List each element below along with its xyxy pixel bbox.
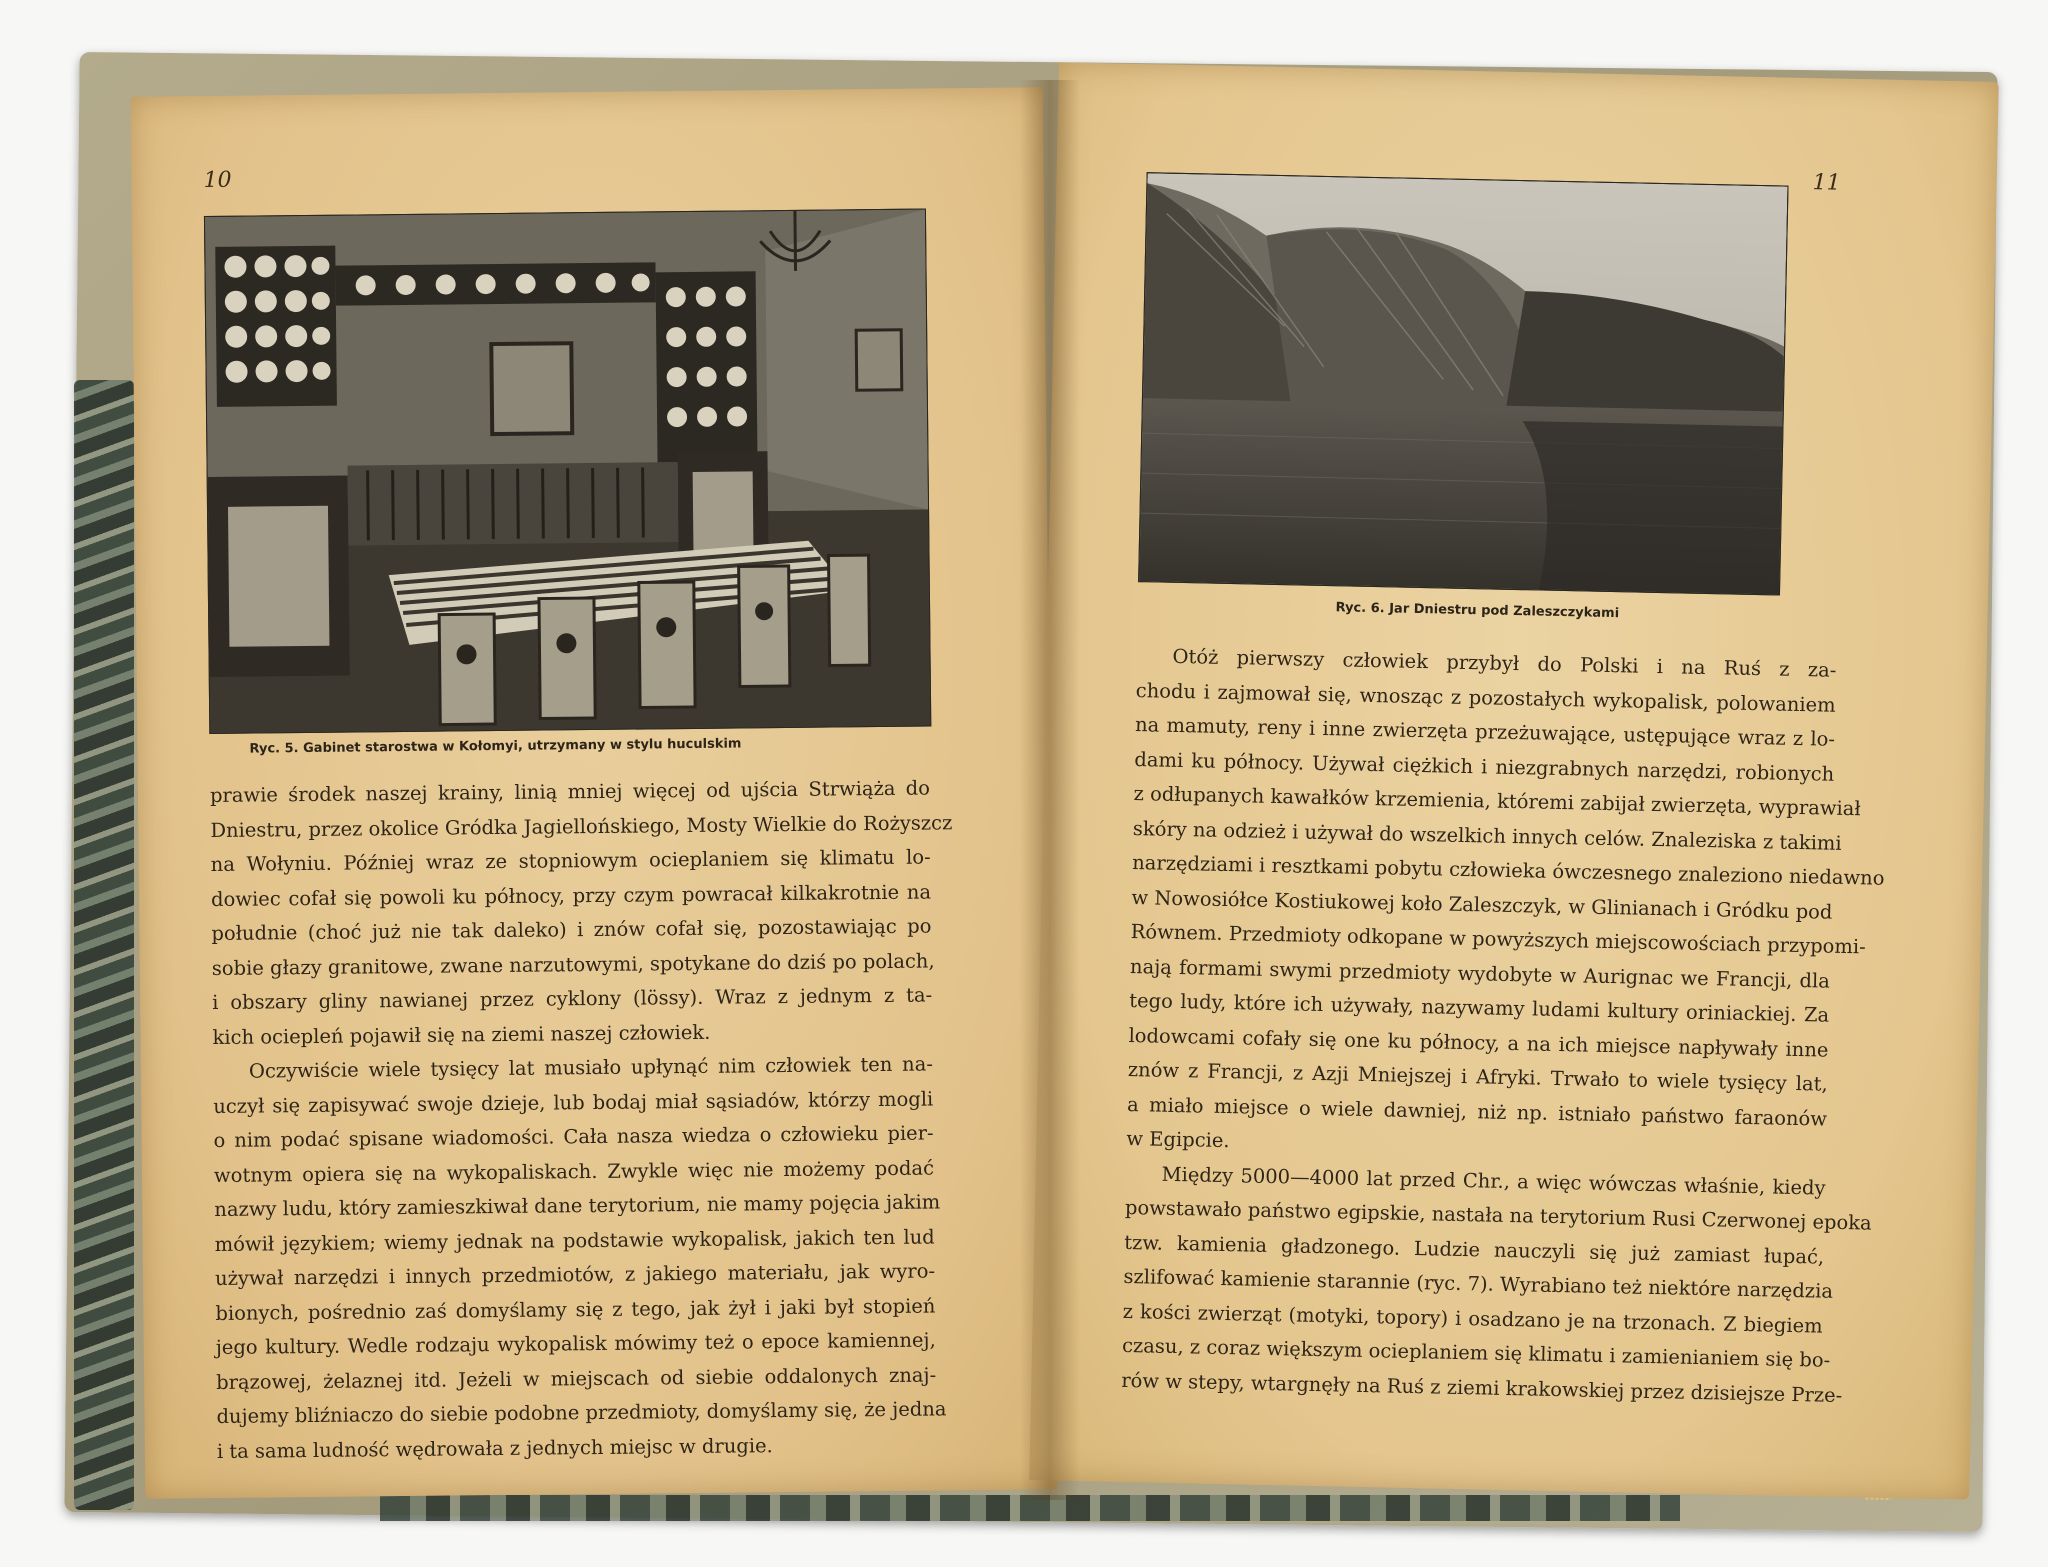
- text-line: Oczywiście wiele tysięcy lat musiało upłynąć nim człowiek ten na-: [248, 1052, 933, 1083]
- text-line: skóry na odzież i używał do wszelkich innych celów. Znaleziska z takimi: [1132, 816, 1842, 855]
- cover-marbled-spine: [74, 380, 134, 1510]
- text-line: bionych, pośrednio zaś domyślamy się z tego, jak żył i jaki był stopień: [215, 1293, 936, 1325]
- figure-5-photo: [204, 208, 931, 734]
- text-line: kich ociepleń pojawił się na ziemi naszej człowiek.: [212, 1020, 711, 1049]
- text-line: z odłupanych kawałków krzemienia, któremi zabijał zwierzęta, wyprawiał: [1133, 782, 1861, 821]
- text-line: sobie głazy granitowe, zwane narzutowymi, spotykane do dziś po polach,: [211, 948, 935, 980]
- text-line: brązowej, żelaznej itd. Jeżeli w miejscach od siebie oddalonych znaj-: [216, 1362, 937, 1394]
- river-gorge-illustration: [1139, 173, 1787, 594]
- cover-marbled-edge: [380, 1495, 1680, 1521]
- text-line: mówił językiem; wiemy jednak na podstawie wykopalisk, jakich ten lud: [214, 1224, 935, 1256]
- text-line: na mamuty, reny i inne zwierzęta przeżuwające, ustępujące wraz z lo-: [1134, 713, 1836, 751]
- text-line: dujemy bliźniaczo do siebie podobne przedmioty, domyślamy się, że jedna: [216, 1397, 947, 1428]
- text-line: Równem. Przedmioty odkopane w powyższych miejscowościach przypomi-: [1130, 920, 1866, 959]
- text-line: czasu, z coraz większym ocieplaniem się klimatu i zamienianiem się bo-: [1121, 1333, 1831, 1372]
- text-line: południe (choć już nie tak daleko) i znów cofał się, pozostawiając po: [211, 914, 932, 946]
- text-line: narzędziami i resztkami pobytu człowieka ówczesnego znaleziono niedawno: [1131, 851, 1885, 890]
- text-line: na Wołyniu. Później wraz ze stopniowym ocieplaniem się klimatu lo-: [210, 845, 931, 877]
- text-line: o nim podać spisane wiadomości. Cała nasza wiedza o człowieku pier-: [213, 1121, 934, 1153]
- text-line: i ta sama ludność wędrowała z jednych miejsc w drugie.: [216, 1433, 773, 1463]
- text-line: Otóż pierwszy człowiek przybył do Polski i na Ruś z za-: [1172, 644, 1837, 682]
- text-line: powstawało państwo egipskie, nastała na terytorium Rusi Czerwonej epoka: [1124, 1195, 1872, 1235]
- text-line: nazwy ludu, który zamieszkiwał dane terytorium, nie mamy pojęcia jakim: [214, 1190, 941, 1221]
- right-page-number: 11: [1812, 170, 1841, 196]
- text-line: szlifować kamienie starannie (ryc. 7). Wyrabiano też niektóre narzędzia: [1123, 1264, 1834, 1303]
- figure-5-caption: Ryc. 5. Gabinet starostwa w Kołomyi, utrzymany w stylu huculskim: [249, 736, 742, 757]
- text-line: w Egipcie.: [1126, 1126, 1230, 1153]
- text-line: dami ku północy. Używał ciężkich i niezgrabnych narzędzi, robionych: [1134, 747, 1835, 786]
- text-line: w Nowosiółce Kostiukowej koło Zaleszczyk, w Glinianach i Gródku pod: [1131, 885, 1833, 924]
- text-line: Dniestru, przez okolice Gródka Jagiellońskiego, Mosty Wielkie do Rożyszcz: [210, 810, 953, 842]
- text-line: a miało miejsce o wiele dawniej, niż np. istniało państwo faraonów: [1126, 1092, 1828, 1131]
- text-line: chodu i zajmował się, wnosząc z pozostałych wykopalisk, polowaniem: [1135, 678, 1836, 717]
- interior-room-illustration: [205, 210, 930, 734]
- text-line: lodowcami cofały się one ku północy, a na ich miejsce napływały inne: [1128, 1023, 1829, 1062]
- text-line: używał narzędzi i innych przedmiotów, z jakiego materiału, jak wyro-: [214, 1259, 936, 1290]
- text-line: tego ludy, które ich używały, nazywamy ludami kultury oriniackiej. Za: [1129, 988, 1830, 1027]
- text-line: tzw. kamienia gładzonego. Ludzie nauczyli się już zamiast łupać,: [1124, 1230, 1825, 1269]
- left-page-body-text: [209, 771, 953, 1469]
- right-page: [1029, 62, 1998, 1499]
- text-line: rów w stepy, wtargnęły na Ruś z ziemi krakowskiej przez dzisiejsze Prze-: [1121, 1368, 1843, 1407]
- text-line: prawie środek naszej krainy, linią mniej więcej od ujścia Strwiąża do: [209, 776, 931, 808]
- text-line: znów z Francji, z Azji Mniejszej i Afryki. Trwało to wiele tysięcy lat,: [1127, 1057, 1828, 1096]
- left-page: [131, 87, 1058, 1498]
- text-line: Między 5000—4000 lat przed Chr., a więc wówczas właśnie, kiedy: [1161, 1162, 1826, 1200]
- text-line: jego kultury. Wedle rodzaju wykopalisk mówimy też o epoce kamiennej,: [215, 1328, 936, 1359]
- figure-6-photo: [1138, 172, 1788, 595]
- figure-6-caption: Ryc. 6. Jar Dniestru pod Zaleszczykami: [1335, 600, 1620, 622]
- text-line: wotnym opiera się na wykopaliskach. Zwykle więc nie możemy podać: [213, 1155, 935, 1187]
- text-line: z kości zwierząt (motyki, topory) i osadzano je na trzonach. Z biegiem: [1122, 1299, 1823, 1338]
- right-page-body-text: [1121, 639, 1885, 1412]
- text-line: i obszary gliny nawianej przez cyklony (lössy). Wraz z jednym z ta-: [212, 983, 933, 1015]
- text-line: dowiec cofał się powoli ku północy, przy czym powracał kilkakrotnie na: [210, 879, 932, 911]
- text-line: nają formami swymi przedmioty wydobyte w Aurignac we Francji, dla: [1129, 954, 1831, 993]
- text-line: uczył się zapisywać swoje dzieje, lub bodaj miał sąsiadów, którzy mogli: [213, 1086, 934, 1118]
- left-page-number: 10: [203, 167, 232, 194]
